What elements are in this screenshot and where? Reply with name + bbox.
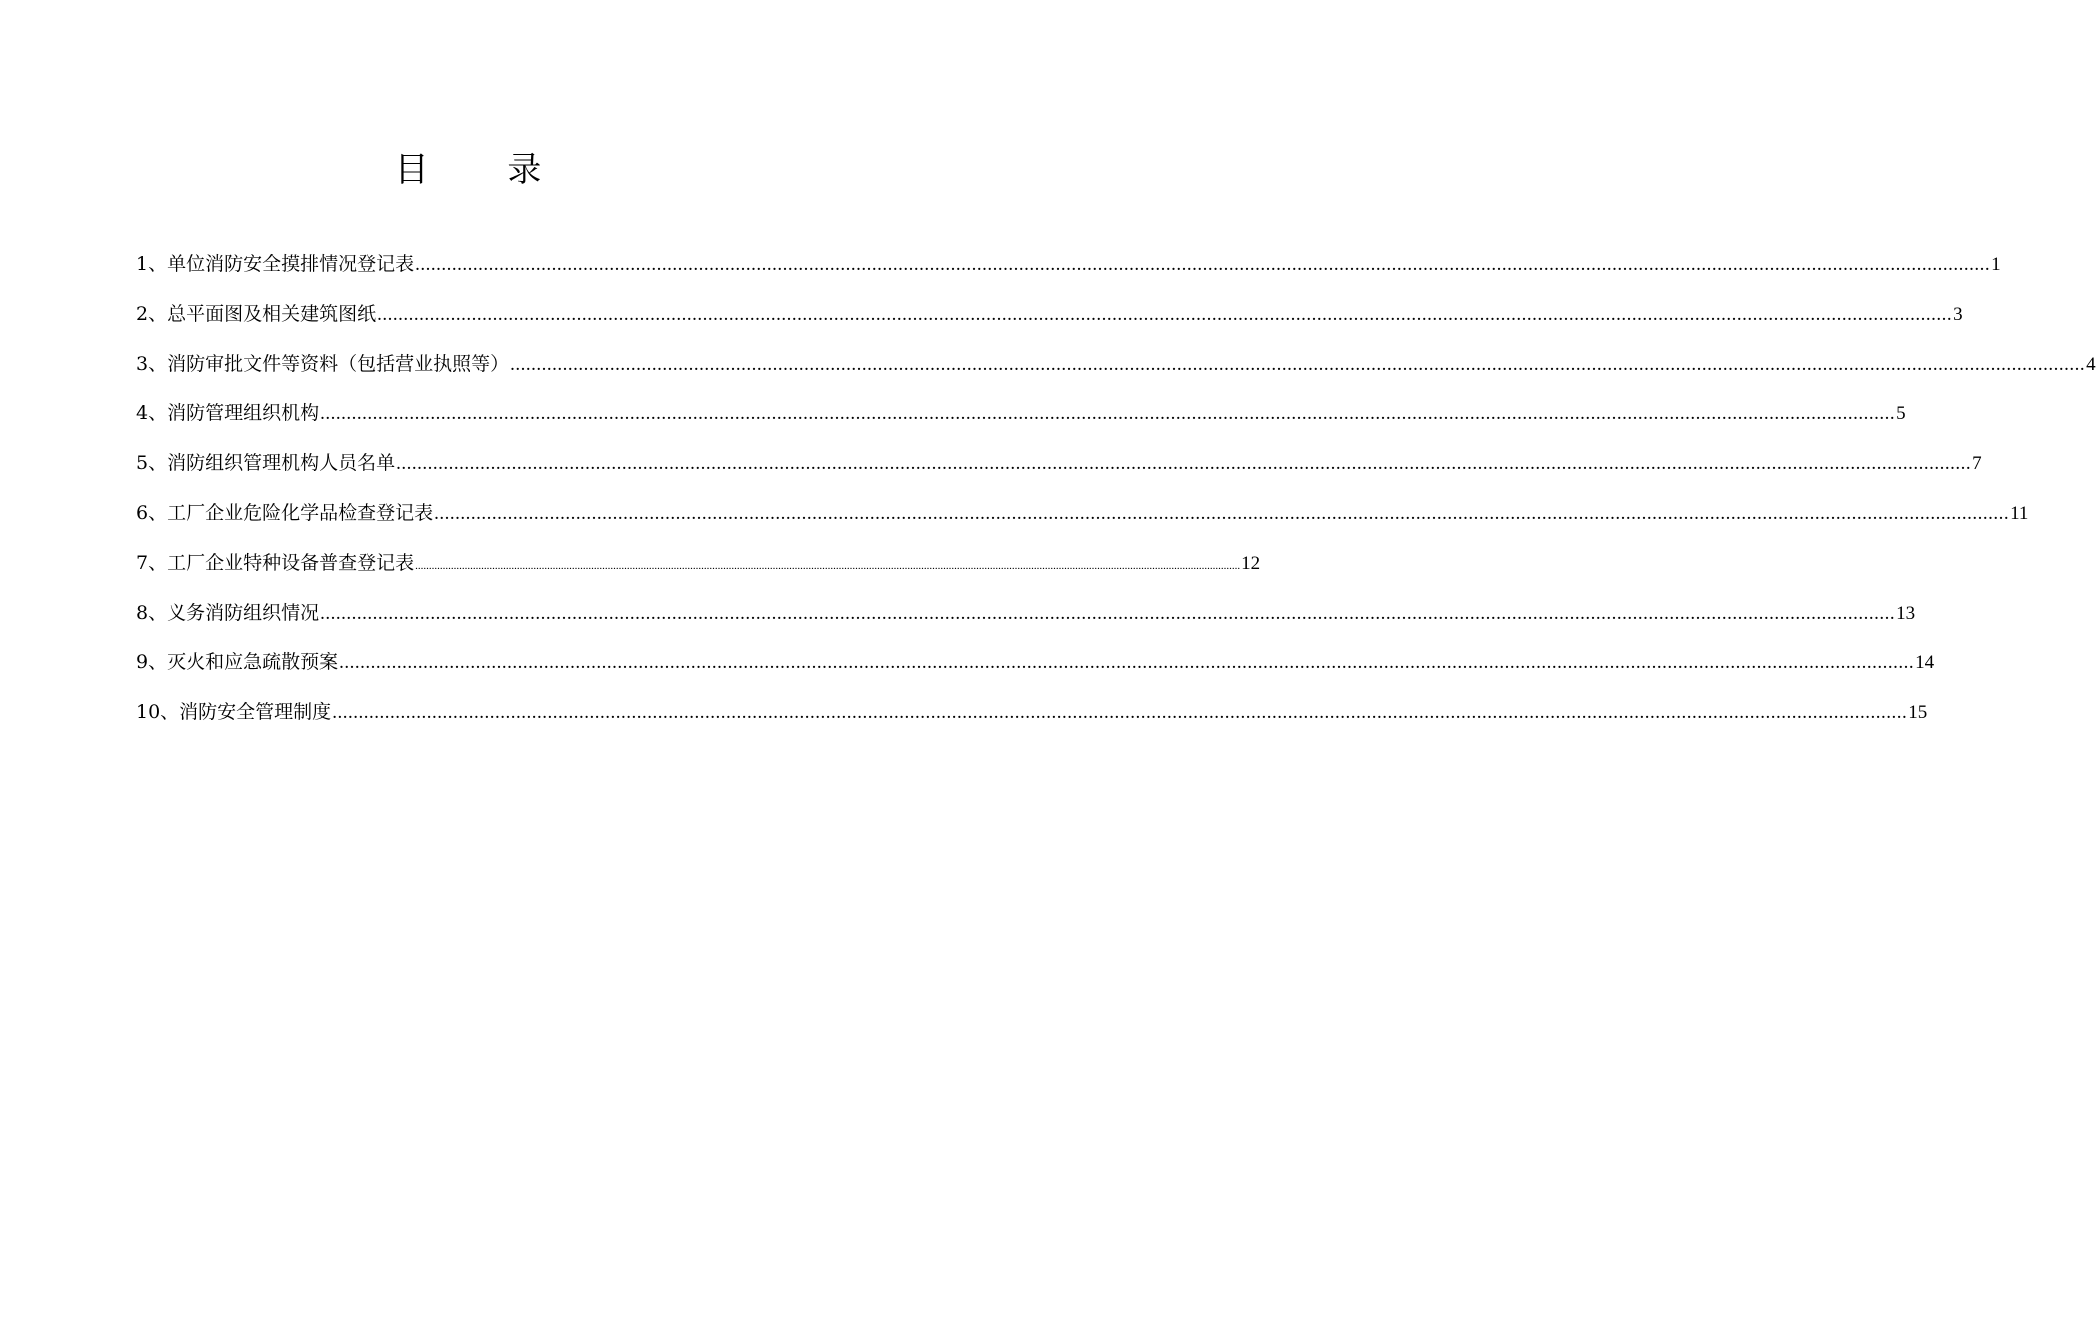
toc-entry-3	[136, 346, 2096, 396]
toc-entry-label: 9、灭火和应急疏散预案	[136, 651, 339, 674]
toc-page-number: 1	[1991, 254, 2001, 275]
toc-dot-leader: ............................................................................................................................................................................................................................................................................................................	[332, 702, 1908, 724]
toc-entry-label: 8、义务消防组织情况	[136, 601, 320, 624]
toc-dot-leader: ............................................................................................................................................................................................................................................................................................................	[320, 602, 1896, 624]
toc-page-number: 14	[1915, 652, 1935, 674]
toc-entry-label: 6、工厂企业危险化学品检查登记表	[136, 501, 434, 524]
toc-entry-4	[136, 395, 1906, 445]
toc-entry-6	[136, 495, 2029, 545]
toc-page-number: 13	[1896, 602, 1916, 624]
toc-entry-1	[136, 246, 2001, 296]
toc-dot-leader: ............................................................................................................................................................................................................................................................................................................	[510, 353, 2086, 375]
toc-dot-leader: ............................................................................................................................................................................................................................................................................................................	[339, 652, 1915, 674]
toc-entry-label: 7、工厂企业特种设备普查登记表	[136, 551, 415, 574]
toc-entry-label: 10、消防安全管理制度	[136, 701, 332, 724]
toc-entry-label: 5、消防组织管理机构人员名单	[136, 452, 396, 475]
toc-entry-2	[136, 296, 1963, 346]
toc-page-number: 7	[1972, 453, 1982, 475]
toc-page-number: 12	[1241, 552, 1261, 574]
toc-entry-label: 3、消防审批文件等资料（包括营业执照等）	[136, 352, 510, 375]
toc-dot-leader: ............................................................................................................................................................................................................................................................................................................	[377, 303, 1953, 325]
toc-entry-9	[136, 644, 1935, 694]
toc-dot-leader: ............................................................................................................................................................................................................................................................................................................	[396, 453, 1972, 475]
toc-entry-label: 2、总平面图及相关建筑图纸	[136, 302, 377, 325]
toc-entry-label: 4、消防管理组织机构	[136, 402, 320, 425]
table-of-contents	[136, 246, 2096, 744]
toc-page-number: 4	[2086, 353, 2096, 375]
toc-entry-8	[136, 595, 1916, 645]
toc-entry-5	[136, 445, 1982, 495]
toc-page-number: 3	[1953, 303, 1963, 325]
toc-page-number: 5	[1896, 403, 1906, 425]
toc-entry-7	[136, 545, 1261, 595]
toc-page-number: 11	[2010, 502, 2029, 524]
page-title: 目 录	[394, 150, 576, 190]
toc-entry-10	[136, 694, 1928, 744]
toc-dot-leader: ............................................................................................................................................................................................................................................................................................................	[415, 559, 1241, 572]
toc-page-number: 15	[1908, 702, 1928, 724]
toc-dot-leader: ............................................................................................................................................................................................................................................................................................................	[434, 502, 2010, 524]
toc-entry-label: 1、单位消防安全摸排情况登记表	[136, 253, 415, 275]
toc-dot-leader: ............................................................................................................................................................................................................................................................................................................	[415, 254, 1991, 275]
toc-dot-leader: ............................................................................................................................................................................................................................................................................................................	[320, 403, 1896, 425]
